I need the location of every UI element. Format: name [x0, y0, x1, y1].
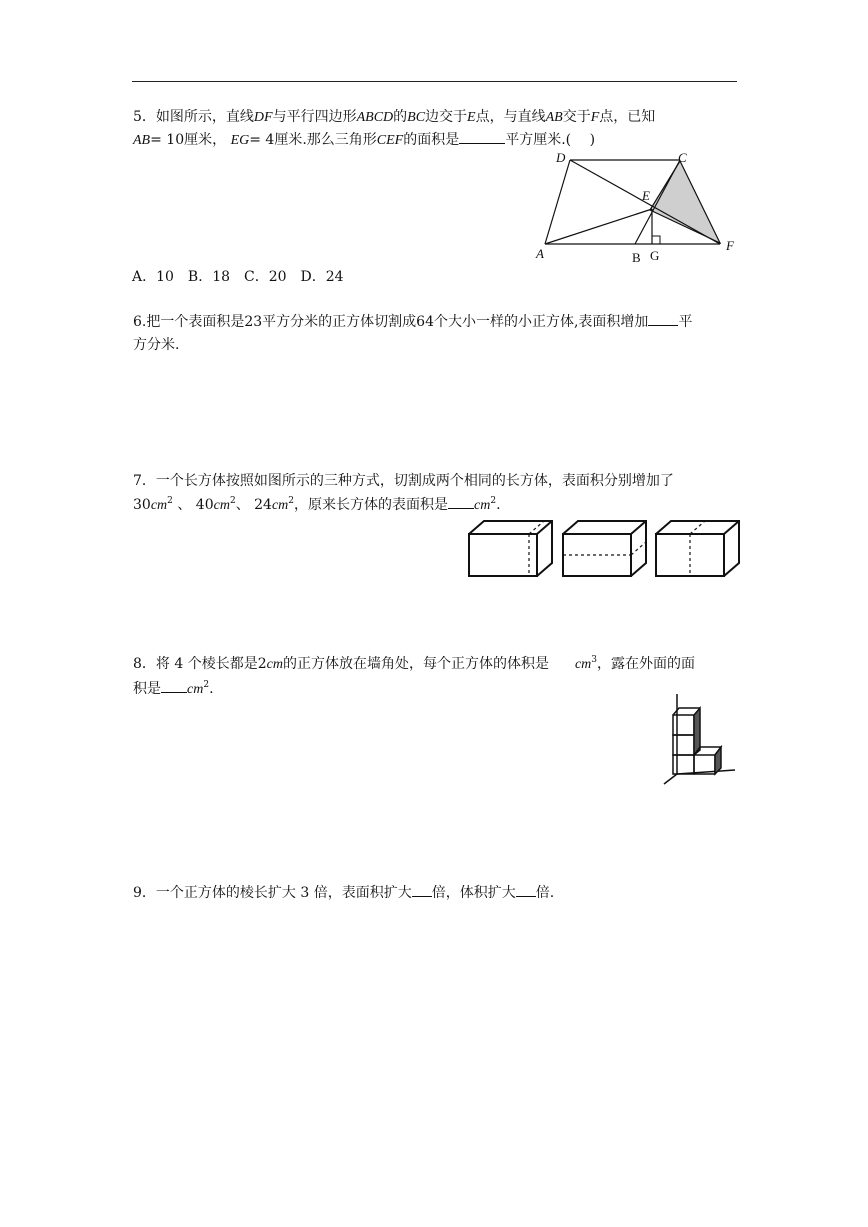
q7-figure: [466, 518, 738, 580]
q8-text: .: [209, 681, 214, 697]
edge-da: [545, 160, 570, 244]
q7-answer-blank[interactable]: [448, 496, 474, 509]
q5-text: 点，与直线: [475, 109, 546, 125]
q9-line: [133, 884, 554, 902]
q8-line2: [133, 680, 214, 699]
q5-line1: [133, 108, 655, 127]
q7-exp: 2: [288, 496, 295, 506]
q8-line1: [133, 655, 695, 674]
q8-area-blank[interactable]: [161, 680, 187, 693]
q9-text: 倍.: [535, 885, 555, 901]
q5-f: F: [590, 110, 600, 125]
q5-text: 交于: [562, 109, 591, 125]
q7-unit: cm: [474, 498, 491, 513]
q5-text: 5．如图所示，直线: [133, 109, 254, 125]
q7-line2: [133, 496, 501, 515]
q6-line1: [133, 313, 692, 331]
q5-text: 厘米.那么三角形: [274, 132, 377, 148]
q5-ab2: AB: [133, 133, 151, 148]
q7-sep: 、: [177, 497, 192, 513]
box-cut-horizontal: [563, 521, 646, 576]
q5-bc: BC: [407, 110, 426, 125]
q8-unit: cm: [187, 682, 204, 697]
q9-text: 9．一个正方体的棱长扩大 3 倍，表面积扩大: [133, 885, 412, 901]
q6-text: 6.把一个表面积是23平方分米的正方体切割成64个大小一样的小正方体,表面积增加: [133, 314, 649, 330]
box-cut-vertical-side: [469, 521, 552, 576]
q8-figure: [660, 694, 740, 786]
q7-text: .: [496, 497, 501, 513]
q7-unit: cm: [271, 498, 289, 513]
q8-text: 的正方体放在墙角处，每个正方体的体积是: [282, 656, 549, 672]
right-angle-mark: [652, 236, 660, 244]
q7-unit: cm: [150, 498, 168, 513]
label-b: B: [632, 250, 641, 265]
q7-value-3: 24: [254, 497, 272, 513]
q8-text: 积是: [133, 681, 161, 697]
q5-line2: [133, 131, 595, 150]
q8-text: 8．将 4 个棱长都是: [133, 656, 258, 672]
label-f: F: [726, 238, 734, 253]
q6-text: 平: [678, 314, 693, 330]
q5-text: 边交于: [425, 109, 468, 125]
q7-exp: 2: [229, 496, 236, 506]
line-ae: [545, 209, 652, 244]
q5-ab: AB: [545, 110, 563, 125]
q9-text: 倍，体积扩大: [431, 885, 516, 901]
header-rule: [132, 81, 737, 82]
q5-e: E: [467, 110, 476, 125]
q5-eq2: = 4: [249, 132, 275, 148]
q7-exp: 2: [167, 496, 173, 506]
label-e: E: [642, 188, 650, 203]
q7-line1: 7．一个长方体按照如图所示的三种方式，切割成两个相同的长方体，表面积分别增加了: [133, 473, 674, 489]
q5-eg: EG: [230, 133, 250, 148]
q5-cef: CEF: [376, 133, 404, 148]
q8-exp: 3: [591, 655, 598, 665]
q7-value-1: 30: [133, 497, 151, 513]
q5-text: 的: [393, 109, 408, 125]
q7-unit: cm: [213, 498, 230, 513]
triangle-cef-shade: [650, 161, 720, 243]
q5-text: 厘米，: [184, 132, 227, 148]
q5-options: A．10 B．18 C．20 D．24: [132, 269, 344, 285]
q6-answer-blank[interactable]: [648, 313, 678, 326]
q8-unit: cm: [574, 657, 592, 672]
label-g: G: [650, 248, 660, 263]
q5-answer-blank[interactable]: [459, 131, 505, 144]
q5-text: 点，已知: [599, 109, 656, 125]
q9-volume-blank[interactable]: [516, 884, 536, 897]
q7-value-2: 40: [195, 497, 214, 513]
q8-text: ，露在外面的面: [597, 656, 696, 672]
q5-eq1: = 10: [150, 132, 185, 148]
label-a: A: [536, 246, 544, 261]
q6-line2: 方分米.: [133, 337, 180, 353]
q5-df: DF: [253, 110, 273, 125]
q7-text: ，原来长方体的表面积是: [294, 497, 449, 513]
q5-text: 与平行四边形: [272, 109, 357, 125]
box-cut-vertical-front: [656, 521, 739, 576]
q9-surface-blank[interactable]: [412, 884, 432, 897]
q8-exp: 2: [203, 680, 210, 690]
q8-edge-value: 2: [257, 656, 267, 672]
q5-abcd: ABCD: [356, 110, 394, 125]
q7-sep: 、: [235, 497, 250, 513]
q8-unit: cm: [266, 657, 283, 672]
label-c: C: [678, 150, 687, 165]
q5-text: 平方厘米.( ): [505, 132, 596, 148]
q7-exp: 2: [490, 496, 497, 506]
q5-figure: [530, 148, 750, 266]
q5-text: 的面积是: [403, 132, 460, 148]
label-d: D: [556, 150, 566, 165]
